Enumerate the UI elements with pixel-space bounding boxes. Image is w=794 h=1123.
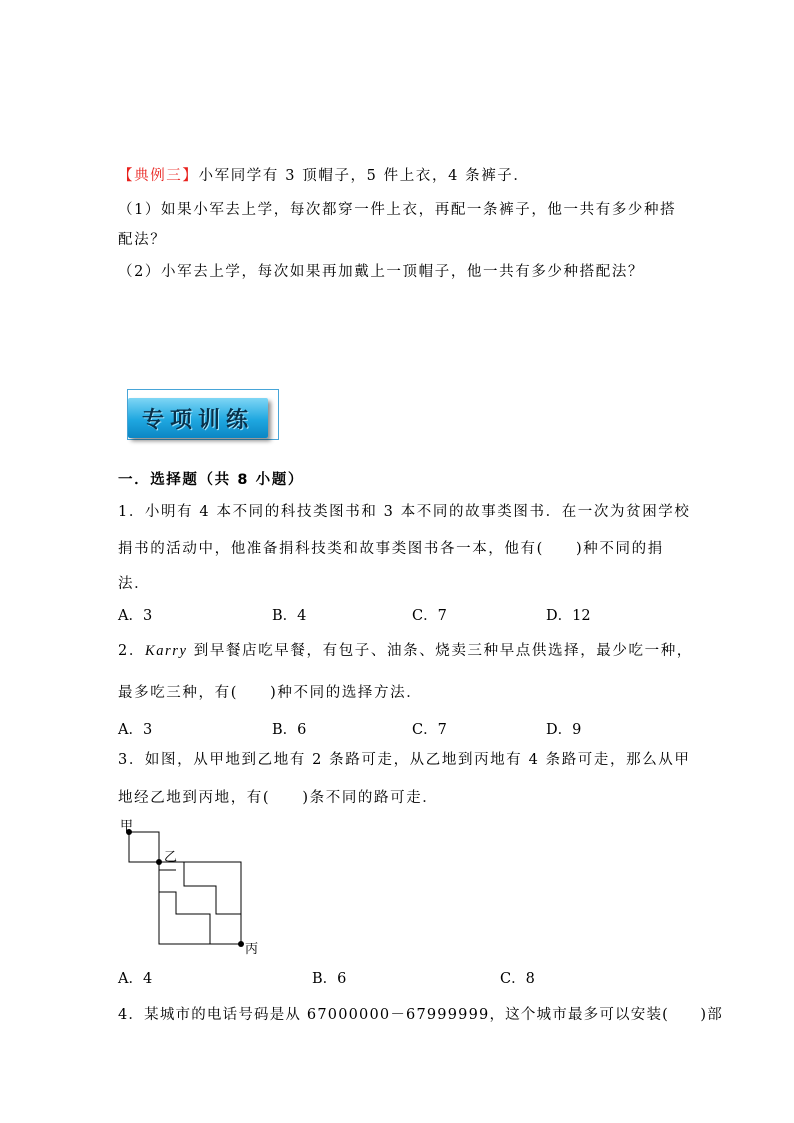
section-title: 一．选择题（共 8 小题）	[118, 472, 304, 488]
q2-name: Karry	[144, 643, 188, 659]
route-figure	[116, 818, 276, 958]
section-banner	[128, 398, 268, 438]
q1-line2: 捐书的活动中，他准备捐科技类和故事类图书各一本，他有( )种不同的捐	[118, 541, 664, 557]
q1-option-c[interactable]: C．7	[412, 608, 447, 624]
q2-option-a[interactable]: A．3	[118, 722, 153, 738]
point-bing	[238, 941, 244, 947]
example-text: 小军同学有 3 顶帽子，5 件上衣，4 条裤子．	[198, 168, 530, 184]
q3-option-a[interactable]: A．4	[118, 971, 153, 987]
example-q2: （2）小军去上学，每次如果再加戴上一顶帽子，他一共有多少种搭配法？	[118, 264, 645, 280]
banner-title: 专项训练	[141, 407, 254, 433]
example-line	[118, 164, 530, 185]
example-tag: 【典例三】	[118, 168, 199, 184]
q2-option-d[interactable]: D．9	[546, 722, 582, 738]
q1-option-a[interactable]: A．3	[118, 608, 153, 624]
q1-line3: 法．	[118, 576, 151, 592]
example-q1-line1: （1）如果小军去上学，每次都穿一件上衣，再配一条裤子，他一共有多少种搭	[118, 202, 677, 218]
point-yi	[156, 859, 162, 865]
q3-line2: 地经乙地到丙地，有( )条不同的路可走．	[118, 790, 439, 806]
q2-option-c[interactable]: C．7	[412, 722, 447, 738]
label-yi: 乙	[164, 850, 178, 865]
q1-line1: 1．小明有 4 本不同的科技类图书和 3 本不同的故事类图书．在一次为贫困学校	[118, 504, 691, 520]
q3-option-c[interactable]: C．8	[500, 971, 535, 987]
q2-option-b[interactable]: B．6	[272, 722, 307, 738]
q3-line1: 3．如图，从甲地到乙地有 2 条路可走，从乙地到丙地有 4 条路可走，那么从甲	[118, 752, 691, 768]
label-bing: 丙	[245, 942, 259, 957]
q2-line2: 最多吃三种，有( )种不同的选择方法．	[118, 685, 423, 701]
q2-number: 2．	[118, 643, 145, 659]
q2-rest: 到早餐店吃早餐，有包子、油条、烧卖三种早点供选择，最少吃一种，	[187, 643, 693, 659]
q1-option-d[interactable]: D．12	[546, 608, 591, 624]
example-q1-line2: 配法？	[118, 232, 167, 248]
q3-option-b[interactable]: B．6	[312, 971, 347, 987]
q1-option-b[interactable]: B．4	[272, 608, 307, 624]
label-jia: 甲	[120, 819, 134, 834]
q4-line1: 4．某城市的电话号码是从 67000000－67999999，这个城市最多可以安装( )部	[118, 1007, 723, 1023]
q2-line1	[118, 639, 693, 660]
